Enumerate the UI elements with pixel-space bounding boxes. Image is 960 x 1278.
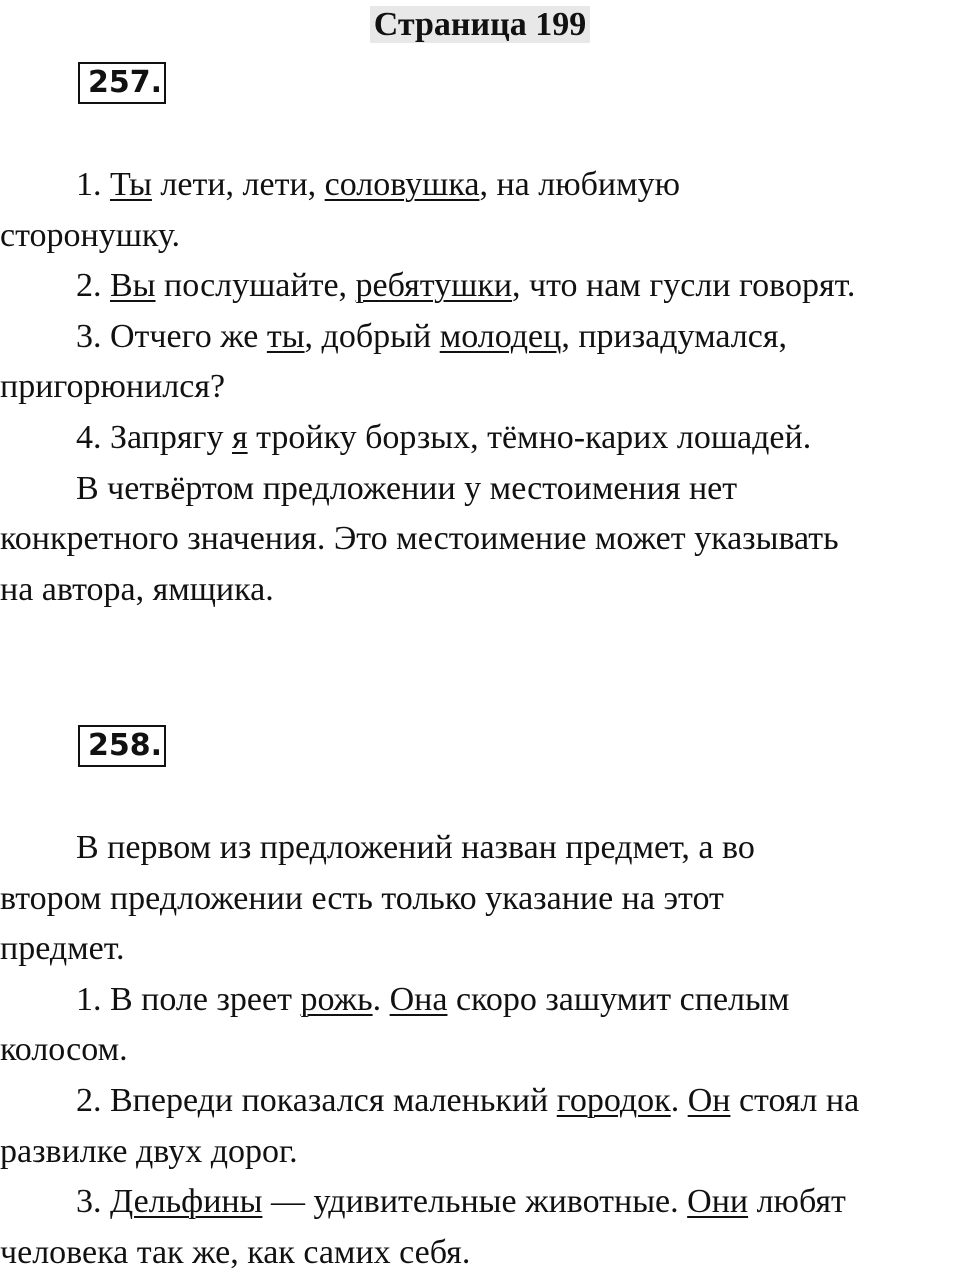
underlined-word: ребятушки	[355, 267, 513, 305]
sentence-text: , что нам гусли говорят.	[512, 267, 856, 305]
sentence-number: 4. Запрягу	[76, 418, 232, 456]
sentence-2-continued: развилке двух дорог.	[0, 1132, 298, 1170]
sentence-4	[0, 413, 960, 464]
exercise-number-dot: .	[150, 728, 163, 763]
sentence-3-continued: человека так же, как самих себя.	[0, 1233, 471, 1271]
sentence-text: любят	[748, 1183, 846, 1221]
sentence-1	[0, 975, 960, 1026]
sentence-number: 1.	[76, 166, 110, 203]
exercise-258-text	[0, 823, 960, 1278]
underlined-word: Он	[687, 1081, 731, 1119]
intro-line-1: В первом из предложений назван предмет, а во	[76, 829, 755, 866]
page-title-text: Страница 199	[370, 6, 590, 43]
sentence-1	[0, 160, 960, 211]
exercise-number: 257	[88, 65, 151, 100]
sentence-3	[0, 1177, 960, 1228]
note-line-1: В четвёртом предложении у местоимения нет	[76, 469, 738, 507]
underlined-word: молодец	[439, 317, 562, 355]
sentence-text: стоял на	[730, 1081, 860, 1119]
underlined-word: ты	[266, 317, 305, 355]
intro-line-3: предмет.	[0, 930, 125, 968]
sentence-1-continued: колосом.	[0, 1031, 128, 1069]
underlined-word: соловушка	[324, 166, 480, 203]
sentence-3-continued: пригорюнился?	[0, 368, 226, 406]
sentence-number: 1. В поле зреет	[76, 980, 301, 1018]
underlined-word: Они	[687, 1183, 749, 1221]
underlined-word: рожь	[300, 980, 373, 1018]
sentence-text: .	[372, 980, 390, 1018]
sentence-number: 2. Впереди показался маленький	[76, 1081, 557, 1119]
sentence-number: 3. Отчего же	[76, 317, 267, 355]
underlined-word: Ты	[110, 166, 152, 203]
underlined-word: городок	[556, 1081, 671, 1119]
exercise-257-number	[78, 62, 166, 98]
underlined-word: я	[231, 418, 248, 456]
exercise-257-text	[0, 160, 960, 615]
note-line-2: конкретного значения. Это местоимение может указывать	[0, 520, 839, 558]
sentence-2	[0, 1076, 960, 1127]
note-line-3: на автора, ямщика.	[0, 570, 274, 608]
exercise-number-box	[78, 62, 166, 104]
page-title	[0, 4, 960, 46]
sentence-3	[0, 312, 960, 363]
sentence-text: — удивительные животные.	[262, 1183, 688, 1221]
sentence-text: послушайте,	[155, 267, 356, 305]
sentence-text: скоро зашумит спелым	[447, 980, 790, 1018]
sentence-text: , призадумался,	[561, 317, 787, 355]
exercise-number-box	[78, 725, 166, 767]
sentence-2	[0, 261, 960, 312]
underlined-word: Она	[389, 980, 448, 1018]
sentence-text: , на любимую	[479, 166, 681, 203]
sentence-1-continued: сторонушку.	[0, 216, 181, 254]
underlined-word: Дельфины	[110, 1183, 263, 1221]
sentence-text: лети, лети,	[151, 166, 325, 203]
sentence-text: тройку борзых, тёмно-карих лошадей.	[247, 418, 812, 456]
exercise-number-dot: .	[150, 65, 163, 100]
exercise-258-number	[78, 725, 166, 761]
exercise-number: 258	[88, 728, 151, 763]
sentence-text: .	[670, 1081, 688, 1119]
sentence-text: , добрый	[304, 317, 440, 355]
sentence-number: 2.	[76, 267, 110, 305]
sentence-number: 3.	[76, 1183, 110, 1221]
intro-line-2: втором предложении есть только указание на этот	[0, 879, 724, 917]
underlined-word: Вы	[110, 267, 156, 305]
